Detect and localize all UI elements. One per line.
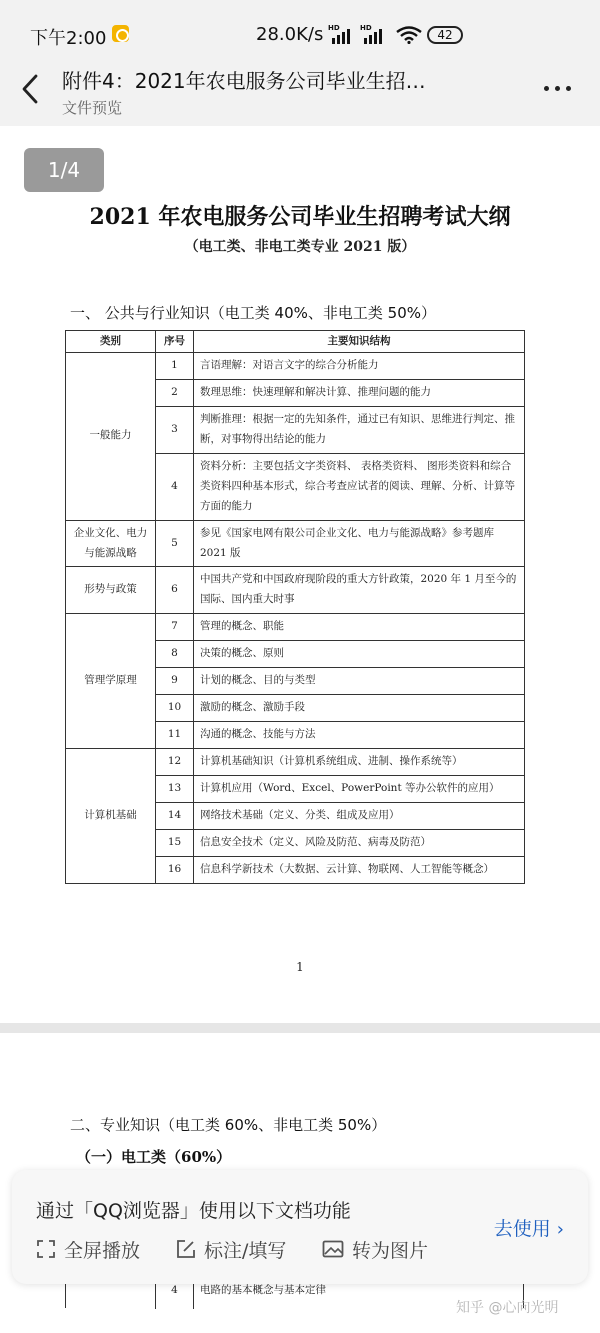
promo-text: 通过「QQ浏览器」使用以下文档功能 xyxy=(36,1200,351,1222)
number-cell: 7 xyxy=(156,614,194,641)
number-cell: 15 xyxy=(156,829,194,856)
content-cell: 电路的基本概念与基本定律 xyxy=(200,1284,326,1296)
subsection-heading: （一）电工类（60%） xyxy=(76,1148,232,1166)
number-cell: 2 xyxy=(156,379,194,406)
number-cell: 1 xyxy=(156,353,194,380)
number-cell: 4 xyxy=(156,453,194,520)
content-cell: 判断推理：根据一定的先知条件，通过已有知识、思维进行判定、推断，对事物得出结论的能力 xyxy=(194,406,525,453)
annotate-fill-button[interactable] xyxy=(176,1236,286,1262)
signal-icon: HD xyxy=(328,26,350,44)
number-cell: 14 xyxy=(156,802,194,829)
content-cell: 沟通的概念、技能与方法 xyxy=(194,722,525,749)
back-button[interactable] xyxy=(14,72,46,106)
number-cell: 11 xyxy=(156,722,194,749)
exam-outline-table xyxy=(65,330,525,884)
convert-to-image-button[interactable] xyxy=(322,1236,428,1262)
header-category: 类别 xyxy=(66,331,156,353)
feature-label: 标注/填写 xyxy=(204,1239,287,1262)
go-use-label: 去使用 xyxy=(493,1218,551,1240)
chevron-right-icon: › xyxy=(556,1219,564,1240)
number-cell: 10 xyxy=(156,695,194,722)
content-cell: 资料分析：主要包括文字类资料、 表格类资料、 图形类资料和综合类资料四种基本形式，综合考查应试者的阅读、理解、分析、计算等方面的能力 xyxy=(194,453,525,520)
content-cell: 计算机基础知识（计算机系统组成、进制、操作系统等） xyxy=(194,749,525,776)
fullscreen-icon xyxy=(36,1239,56,1259)
section-heading-1: 一、 公共与行业知识（电工类 40%、非电工类 50%） xyxy=(70,304,436,322)
content-cell: 数理思维：快速理解和解决计算、推理问题的能力 xyxy=(194,379,525,406)
number-cell: 6 xyxy=(156,567,194,614)
page-indicator: 1/4 xyxy=(24,148,104,192)
content-cell: 决策的概念、原则 xyxy=(194,641,525,668)
header-content: 主要知识结构 xyxy=(194,331,525,353)
category-cell: 企业文化、电力与能源战略 xyxy=(66,520,156,567)
status-time: 下午2:00 xyxy=(30,28,107,49)
content-cell: 中国共产党和中国政府现阶段的重大方针政策，2020 年 1 月至今的国际、国内重大时事 xyxy=(194,567,525,614)
wifi-icon xyxy=(396,26,422,44)
battery-indicator: 42 xyxy=(427,26,463,44)
feature-label: 转为图片 xyxy=(352,1239,429,1262)
go-use-button[interactable] xyxy=(494,1214,564,1241)
number-cell: 8 xyxy=(156,641,194,668)
page-number: 1 xyxy=(296,960,304,974)
number-cell: 13 xyxy=(156,775,194,802)
page-title: 2021 年农电服务公司毕业生招聘考试大纲 xyxy=(89,204,511,230)
page-separator xyxy=(0,1023,600,1033)
content-cell: 计划的概念、目的与类型 xyxy=(194,668,525,695)
title-bar xyxy=(0,56,600,126)
feature-label: 全屏播放 xyxy=(64,1239,141,1262)
signal-icon-2: HD xyxy=(360,26,382,44)
content-cell: 管理的概念、职能 xyxy=(194,614,525,641)
number-cell: 3 xyxy=(156,406,194,453)
content-cell: 网络技术基础（定义、分类、组成及应用） xyxy=(194,802,525,829)
content-cell: 信息安全技术（定义、风险及防范、病毒及防范） xyxy=(194,829,525,856)
table-row xyxy=(66,567,525,614)
header-number: 序号 xyxy=(156,331,194,353)
table-row xyxy=(66,749,525,776)
content-cell: 激励的概念、激励手段 xyxy=(194,695,525,722)
image-icon xyxy=(322,1239,344,1259)
content-cell: 计算机应用（Word、Excel、PowerPoint 等办公软件的应用） xyxy=(194,775,525,802)
network-speed: 28.0K/s xyxy=(256,24,324,45)
content-cell: 言语理解：对语言文字的综合分析能力 xyxy=(194,353,525,380)
document-subtitle: 文件预览 xyxy=(62,99,123,117)
number-cell: 5 xyxy=(156,520,194,567)
notification-icon xyxy=(112,25,129,42)
number-cell: 16 xyxy=(156,856,194,883)
table-row xyxy=(66,520,525,567)
number-cell: 4 xyxy=(156,1277,194,1309)
watermark: 知乎 @心向光明 xyxy=(456,1300,559,1316)
content-cell: 信息科学新技术（大数据、云计算、物联网、人工智能等概念） xyxy=(194,856,525,883)
document-title: 附件4：2021年农电服务公司毕业生招… xyxy=(62,69,426,93)
table-row xyxy=(66,614,525,641)
document-viewer[interactable] xyxy=(0,126,600,1333)
category-cell: 计算机基础 xyxy=(66,749,156,884)
category-cell: 管理学原理 xyxy=(66,614,156,749)
number-cell: 12 xyxy=(156,749,194,776)
table-header-row xyxy=(66,331,525,353)
fullscreen-play-button[interactable] xyxy=(36,1236,140,1262)
content-cell: 参见《国家电网有限公司企业文化、电力与能源战略》参考题库 2021 版 xyxy=(194,520,525,567)
page-subtitle: （电工类、非电工类专业 2021 版） xyxy=(184,239,416,255)
edit-icon xyxy=(176,1239,196,1259)
more-options-button[interactable] xyxy=(540,78,574,98)
category-cell: 形势与政策 xyxy=(66,567,156,614)
qq-browser-promo-banner xyxy=(12,1170,588,1284)
category-cell: 一般能力 xyxy=(66,353,156,521)
table-row xyxy=(66,353,525,380)
status-bar xyxy=(0,0,600,56)
number-cell: 9 xyxy=(156,668,194,695)
section-heading-2: 二、专业知识（电工类 60%、非电工类 50%） xyxy=(70,1116,387,1134)
